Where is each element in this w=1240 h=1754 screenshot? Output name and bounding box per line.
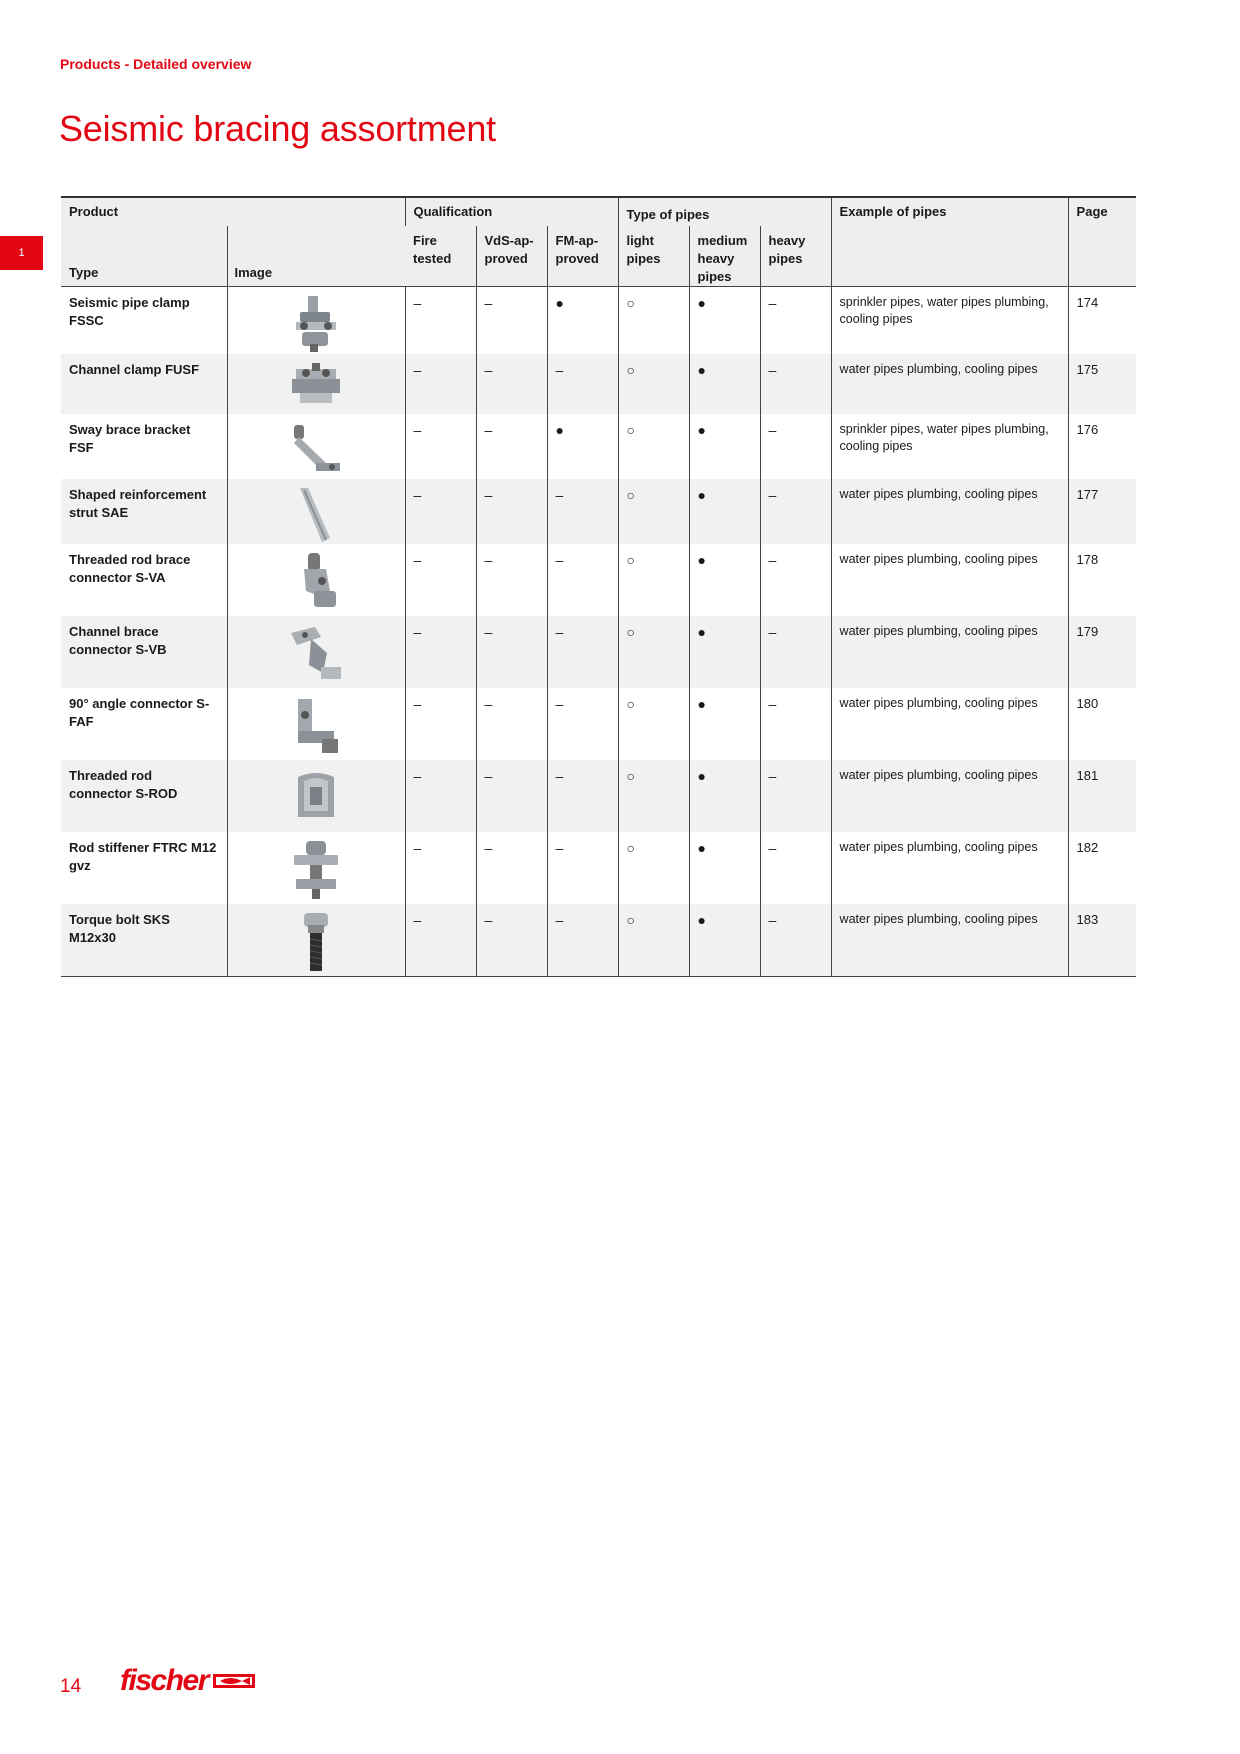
header-fm-approved: FM-ap- proved (547, 226, 618, 287)
light-pipes-cell: ○ (618, 354, 689, 414)
medium-heavy-pipes-cell: ● (689, 616, 760, 688)
example-of-pipes-cell: water pipes plumbing, cooling pipes (831, 760, 1068, 832)
fischer-logo-text: fischer (120, 1664, 208, 1697)
example-of-pipes-cell: water pipes plumbing, cooling pipes (831, 832, 1068, 904)
torque-bolt-icon (236, 911, 397, 975)
page-reference[interactable]: 174 (1068, 287, 1136, 355)
chapter-tab[interactable]: 1 (0, 236, 43, 270)
light-pipes-cell: ○ (618, 904, 689, 977)
fm-approved-cell: – (547, 354, 618, 414)
table-row (61, 760, 1136, 832)
light-pipes-cell: ○ (618, 544, 689, 616)
page-reference[interactable]: 177 (1068, 479, 1136, 544)
assortment-table (61, 196, 1136, 977)
fm-approved-cell: – (547, 904, 618, 977)
vds-approved-cell: – (476, 616, 547, 688)
light-pipes-cell: ○ (618, 414, 689, 479)
heavy-pipes-cell: – (760, 287, 831, 355)
example-of-pipes-cell: water pipes plumbing, cooling pipes (831, 544, 1068, 616)
pipe-clamp-icon (236, 294, 397, 354)
fischer-logo[interactable] (120, 1664, 256, 1698)
medium-heavy-pipes-cell: ● (689, 479, 760, 544)
channel-clamp-icon (236, 361, 397, 411)
product-type (61, 287, 227, 355)
example-of-pipes-cell: sprinkler pipes, water pipes plumbing, cooling pipes (831, 287, 1068, 355)
medium-heavy-pipes-cell: ● (689, 287, 760, 355)
medium-heavy-pipes-cell: ● (689, 688, 760, 760)
header-page: Page (1068, 197, 1136, 287)
header-medium-heavy-pipes: medium heavy pipes (689, 226, 760, 287)
product-image (227, 287, 405, 355)
product-type (61, 414, 227, 479)
fischer-fish-icon (212, 1671, 256, 1691)
rod-brace-connector-icon (236, 551, 397, 615)
table-row (61, 688, 1136, 760)
example-of-pipes-cell: sprinkler pipes, water pipes plumbing, cooling pipes (831, 414, 1068, 479)
header-type-label: Type (69, 265, 99, 280)
header-vds-approved: VdS-ap- proved (476, 226, 547, 287)
header-product: Product (61, 197, 405, 226)
header-light-pipes: light pipes (618, 226, 689, 287)
product-image (227, 832, 405, 904)
fm-approved-cell: ● (547, 414, 618, 479)
example-of-pipes-cell: water pipes plumbing, cooling pipes (831, 479, 1068, 544)
product-type (61, 832, 227, 904)
fire-tested-cell: – (405, 688, 476, 760)
product-type-text: Channel brace connector S-VB (69, 624, 167, 657)
light-pipes-cell: ○ (618, 479, 689, 544)
footer-page-number: 14 (60, 1676, 82, 1697)
vds-approved-cell: – (476, 760, 547, 832)
fire-tested-cell: – (405, 760, 476, 832)
product-type (61, 760, 227, 832)
page-reference[interactable]: 180 (1068, 688, 1136, 760)
heavy-pipes-cell: – (760, 479, 831, 544)
fire-tested-cell: – (405, 479, 476, 544)
product-type-text: Threaded rod connector S-ROD (69, 768, 178, 801)
header-type-of-pipes-label: Type of pipes (626, 207, 710, 222)
fm-approved-cell: – (547, 544, 618, 616)
heavy-pipes-cell: – (760, 832, 831, 904)
heavy-pipes-cell: – (760, 354, 831, 414)
page-reference[interactable]: 178 (1068, 544, 1136, 616)
vds-approved-cell: – (476, 544, 547, 616)
fire-tested-cell: – (405, 287, 476, 355)
product-type-text: 90° angle connector S-FAF (69, 696, 210, 729)
header-image-label: Image (234, 265, 273, 280)
product-type (61, 544, 227, 616)
product-image (227, 760, 405, 832)
fire-tested-cell: – (405, 904, 476, 977)
product-type-text: Seismic pipe clamp FSSC (69, 295, 190, 328)
product-image (227, 479, 405, 544)
vds-approved-cell: – (476, 688, 547, 760)
product-type-text: Threaded rod brace connector S-VA (69, 552, 191, 585)
rod-connector-icon (236, 767, 397, 827)
reinforcement-strut-icon (236, 486, 397, 544)
sway-brace-bracket-icon (236, 421, 397, 479)
table-row (61, 616, 1136, 688)
fm-approved-cell: – (547, 832, 618, 904)
header-image (227, 226, 405, 287)
product-image (227, 616, 405, 688)
product-type-text: Channel clamp FUSF (69, 362, 200, 377)
light-pipes-cell: ○ (618, 688, 689, 760)
header-type-of-pipes (618, 197, 831, 226)
table-row (61, 479, 1136, 544)
medium-heavy-pipes-cell: ● (689, 354, 760, 414)
light-pipes-cell: ○ (618, 616, 689, 688)
product-image (227, 904, 405, 977)
header-type (61, 226, 227, 287)
product-type-text: Rod stiffener FTRC M12 gvz (69, 840, 217, 873)
vds-approved-cell: – (476, 904, 547, 977)
table-row (61, 904, 1136, 977)
channel-brace-connector-icon (236, 623, 397, 685)
fire-tested-cell: – (405, 616, 476, 688)
vds-approved-cell: – (476, 414, 547, 479)
heavy-pipes-cell: – (760, 904, 831, 977)
example-of-pipes-cell: water pipes plumbing, cooling pipes (831, 688, 1068, 760)
medium-heavy-pipes-cell: ● (689, 832, 760, 904)
fire-tested-cell: – (405, 544, 476, 616)
product-type (61, 479, 227, 544)
angle-connector-icon (236, 695, 397, 757)
page-reference[interactable]: 176 (1068, 414, 1136, 479)
fire-tested-cell: – (405, 354, 476, 414)
table-row (61, 832, 1136, 904)
fm-approved-cell: – (547, 760, 618, 832)
rod-stiffener-icon (236, 839, 397, 901)
product-image (227, 544, 405, 616)
light-pipes-cell: ○ (618, 832, 689, 904)
page-reference[interactable]: 182 (1068, 832, 1136, 904)
header-fire-tested: Fire tested (405, 226, 476, 287)
header-qualification: Qualification (405, 197, 618, 226)
heavy-pipes-cell: – (760, 544, 831, 616)
product-type-text: Torque bolt SKS M12x30 (69, 912, 170, 945)
page-reference[interactable]: 175 (1068, 354, 1136, 414)
fm-approved-cell: – (547, 688, 618, 760)
vds-approved-cell: – (476, 479, 547, 544)
medium-heavy-pipes-cell: ● (689, 760, 760, 832)
heavy-pipes-cell: – (760, 616, 831, 688)
table-row (61, 544, 1136, 616)
heavy-pipes-cell: – (760, 688, 831, 760)
product-type (61, 688, 227, 760)
fm-approved-cell: ● (547, 287, 618, 355)
vds-approved-cell: – (476, 287, 547, 355)
fm-approved-cell: – (547, 479, 618, 544)
fire-tested-cell: – (405, 832, 476, 904)
product-image (227, 688, 405, 760)
page-title: Seismic bracing assortment (59, 108, 496, 149)
product-type-text: Sway brace bracket FSF (69, 422, 191, 455)
product-image (227, 354, 405, 414)
product-type-text: Shaped reinforcement strut SAE (69, 487, 207, 520)
vds-approved-cell: – (476, 354, 547, 414)
fm-approved-cell: – (547, 616, 618, 688)
medium-heavy-pipes-cell: ● (689, 544, 760, 616)
table-row (61, 287, 1136, 355)
page-reference[interactable]: 179 (1068, 616, 1136, 688)
fire-tested-cell: – (405, 414, 476, 479)
example-of-pipes-cell: water pipes plumbing, cooling pipes (831, 354, 1068, 414)
light-pipes-cell: ○ (618, 287, 689, 355)
breadcrumb: Products - Detailed overview (60, 56, 252, 72)
header-heavy-pipes: heavy pipes (760, 226, 831, 287)
table-row (61, 414, 1136, 479)
medium-heavy-pipes-cell: ● (689, 904, 760, 977)
product-type (61, 616, 227, 688)
heavy-pipes-cell: – (760, 760, 831, 832)
product-type (61, 354, 227, 414)
example-of-pipes-cell: water pipes plumbing, cooling pipes (831, 616, 1068, 688)
table-row (61, 354, 1136, 414)
example-of-pipes-cell: water pipes plumbing, cooling pipes (831, 904, 1068, 977)
vds-approved-cell: – (476, 832, 547, 904)
light-pipes-cell: ○ (618, 760, 689, 832)
heavy-pipes-cell: – (760, 414, 831, 479)
medium-heavy-pipes-cell: ● (689, 414, 760, 479)
product-type (61, 904, 227, 977)
header-example-of-pipes: Example of pipes (831, 197, 1068, 287)
product-image (227, 414, 405, 479)
page-reference[interactable]: 183 (1068, 904, 1136, 977)
page-reference[interactable]: 181 (1068, 760, 1136, 832)
